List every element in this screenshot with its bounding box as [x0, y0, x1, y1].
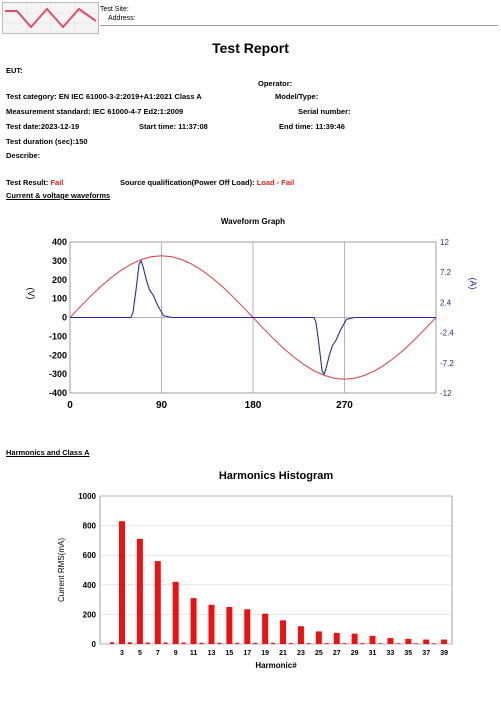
harmonic-even-bar — [235, 643, 239, 644]
harmonic-bar — [191, 598, 197, 644]
harmonic-bar — [423, 640, 429, 644]
waveform-x-tick: 270 — [336, 400, 353, 411]
describe-label: Describe: — [6, 151, 41, 160]
harmonics-x-tick: 25 — [314, 650, 323, 657]
harmonics-x-tick: 11 — [189, 650, 198, 657]
harmonic-bar — [316, 631, 322, 644]
harmonics-y-tick: 600 — [82, 551, 96, 561]
waveform-y-tick: -400 — [48, 388, 67, 398]
test-site-label: Test Site: — [100, 6, 129, 13]
harmonic-even-bar — [325, 643, 329, 644]
waveform-y2-tick: 12 — [440, 238, 449, 247]
harmonics-x-tick: 13 — [207, 650, 216, 657]
harmonics-x-tick: 31 — [368, 650, 377, 657]
waveform-x-tick: 0 — [67, 400, 73, 411]
harmonic-even-bar — [253, 643, 257, 644]
harmonic-even-bar — [343, 643, 347, 644]
harmonics-y-tick: 400 — [82, 580, 96, 590]
harmonic-even-bar — [128, 642, 132, 644]
harmonic-even-bar — [164, 643, 168, 644]
harmonics-y-tick: 0 — [91, 640, 96, 649]
harmonic-bar — [405, 639, 411, 644]
address-label: Address: — [108, 15, 136, 22]
harmonic-even-bar — [396, 643, 400, 644]
waveform-y-tick: -100 — [48, 331, 67, 342]
waveform-y2-tick: -7.2 — [440, 358, 454, 368]
waveform-chart-title: Waveform Graph — [220, 217, 286, 226]
harmonics-x-tick: 19 — [261, 650, 270, 657]
harmonics-x-tick: 33 — [386, 650, 395, 657]
harmonic-even-bar — [146, 643, 150, 644]
harmonics-x-tick: 29 — [350, 650, 359, 657]
waveform-y-tick: -200 — [48, 350, 67, 361]
logo-wave-icon — [3, 3, 98, 33]
source-qualification-label: Source qualification(Power Off Load): — [120, 178, 255, 187]
harmonics-y-tick: 200 — [82, 610, 96, 620]
waveform-y2-tick: 2.4 — [440, 298, 452, 308]
waveform-y-tick: 100 — [51, 293, 67, 304]
harmonic-bar — [387, 638, 393, 644]
waveform-x-tick: 180 — [244, 400, 262, 411]
harmonics-y-tick: 800 — [82, 521, 96, 531]
operator-label: Operator: — [258, 79, 293, 88]
model-type-label: Model/Type: — [275, 92, 319, 101]
waveform-y2-label: (A) — [468, 277, 478, 290]
harmonics-plot-area — [100, 496, 452, 644]
test-result-value: Fail — [50, 178, 64, 187]
harmonics-x-tick: 5 — [137, 650, 142, 657]
harmonic-bar — [298, 626, 304, 644]
company-logo — [2, 2, 99, 34]
harmonic-even-bar — [432, 643, 436, 644]
harmonics-x-tick: 3 — [120, 650, 124, 657]
waveform-x-tick: 90 — [155, 400, 168, 411]
source-qualification-row — [120, 178, 294, 187]
harmonics-x-tick: 23 — [297, 650, 305, 657]
waveform-chart — [0, 208, 501, 418]
harmonic-even-bar — [217, 643, 221, 644]
start-time: Start time: 11:37:08 — [139, 122, 208, 131]
harmonics-heading: Harmonics and Class A — [6, 448, 90, 457]
waveform-y-label: (V) — [26, 287, 36, 300]
harmonic-bar — [262, 614, 268, 644]
harmonics-x-tick: 17 — [243, 650, 252, 657]
test-result-label: Test Result: — [6, 178, 49, 187]
harmonic-bar — [441, 640, 447, 644]
waveform-y2-tick: 7.2 — [440, 268, 452, 278]
harmonics-x-tick: 35 — [404, 650, 413, 657]
harmonic-even-bar — [271, 643, 275, 644]
harmonics-x-tick: 15 — [225, 650, 234, 657]
harmonic-bar — [119, 521, 125, 644]
waveform-y-tick: -300 — [48, 369, 67, 380]
harmonic-bar — [334, 633, 340, 644]
waveform-y-tick: 300 — [51, 255, 67, 266]
serial-number-label: Serial number: — [298, 107, 351, 116]
harmonic-bar — [173, 582, 179, 644]
test-result-row — [6, 178, 63, 187]
waveform-y2-tick: -2.4 — [440, 328, 454, 338]
harmonics-x-tick: 9 — [173, 650, 178, 657]
page-title: Test Report — [212, 40, 289, 56]
harmonics-x-tick: 21 — [279, 650, 287, 657]
harmonics-x-tick: 37 — [422, 650, 431, 657]
harmonic-even-bar — [182, 643, 186, 644]
harmonics-y-tick: 1000 — [78, 492, 96, 501]
harmonic-bar — [137, 539, 143, 644]
harmonics-x-tick: 39 — [440, 650, 449, 657]
harmonic-bar — [370, 636, 376, 644]
waveform-y2-tick: -12 — [440, 389, 452, 398]
measurement-standard: Measurement standard: IEC 61000-4-7 Ed2:1:2009 — [6, 107, 184, 116]
test-duration: Test duration (sec):150 — [6, 137, 88, 146]
harmonics-x-tick: 27 — [332, 650, 341, 657]
harmonic-bar — [226, 607, 232, 644]
source-qualification-value: Load - Fail — [256, 178, 295, 187]
waveforms-heading: Current & voltage waveforms — [6, 191, 111, 200]
waveform-y-tick: 400 — [51, 237, 67, 247]
harmonic-bar — [280, 620, 286, 644]
harmonic-bar — [155, 561, 161, 644]
harmonics-y-label: Current RMS(mA) — [57, 537, 66, 603]
harmonics-x-label: Harmonic# — [255, 661, 297, 670]
harmonic-even-bar — [378, 643, 382, 644]
harmonics-x-tick: 7 — [155, 650, 160, 657]
test-category: Test category: EN IEC 61000-3-2:2019+A1:2021 Class A — [6, 92, 202, 101]
harmonics-chart-title: Harmonics Histogram — [218, 470, 334, 482]
eut-label: EUT: — [6, 66, 23, 75]
harmonic-even-bar — [199, 643, 203, 644]
harmonics-chart — [0, 462, 501, 672]
waveform-y-tick: 0 — [61, 312, 67, 323]
waveform-y-tick: 200 — [51, 274, 67, 285]
harmonic-even-bar — [414, 643, 418, 644]
end-time: End time: 11:39:46 — [279, 122, 345, 131]
harmonic-even-bar — [289, 643, 293, 644]
harmonic-even-bar — [307, 643, 311, 644]
test-date: Test date:2023-12-19 — [6, 122, 80, 131]
harmonic-even-bar — [361, 643, 365, 644]
harmonic-bar — [208, 605, 214, 644]
header-divider — [100, 25, 498, 26]
harmonic-bar — [352, 634, 358, 644]
harmonic-bar — [244, 609, 250, 644]
harmonic-even-bar — [110, 642, 114, 644]
